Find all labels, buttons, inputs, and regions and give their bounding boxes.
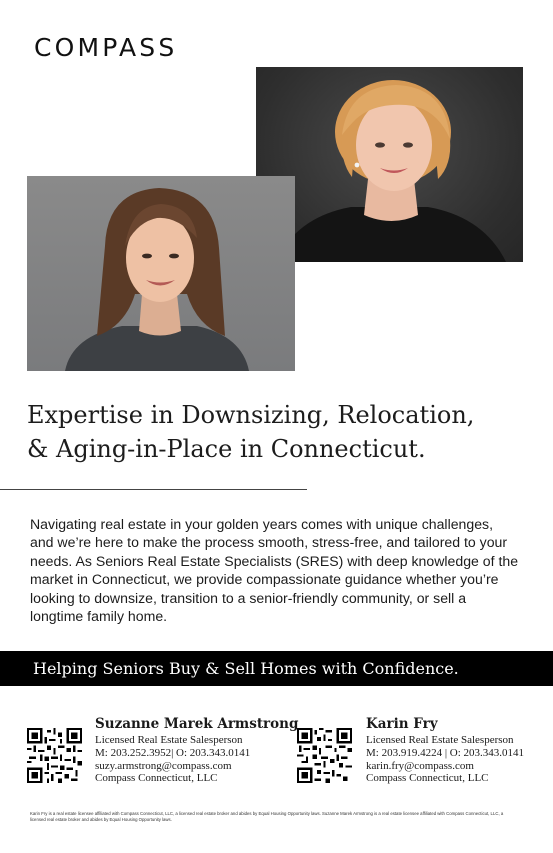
headline-line-1: Expertise in Downsizing, Relocation, bbox=[27, 401, 475, 429]
agent-phones[interactable]: M: 203.919.4224 | O: 203.343.0141 bbox=[366, 746, 525, 759]
agent-name: Karin Fry bbox=[366, 716, 438, 732]
agent-card-suzanne bbox=[95, 716, 298, 785]
section-divider bbox=[0, 489, 307, 490]
agent-phones[interactable]: M: 203.252.3952| O: 203.343.0141 bbox=[95, 746, 251, 759]
headline bbox=[27, 398, 537, 466]
agent-name: Suzanne Marek Armstrong bbox=[95, 716, 299, 732]
agent-email[interactable]: karin.fry@compass.com bbox=[366, 759, 474, 772]
agent-company: Compass Connecticut, LLC bbox=[95, 772, 218, 785]
tagline-text: Helping Seniors Buy & Sell Homes with Confidence. bbox=[33, 659, 459, 678]
headline-line-2: & Aging-in-Place in Connecticut. bbox=[27, 435, 426, 463]
qr-code-icon[interactable] bbox=[27, 728, 82, 783]
compass-logo: COMPASS bbox=[34, 33, 178, 62]
agent-email[interactable]: suzy.armstrong@compass.com bbox=[95, 759, 232, 772]
karin-fry-photo bbox=[256, 67, 523, 262]
agent-title: Licensed Real Estate Salesperson bbox=[95, 734, 243, 746]
suzanne-armstrong-photo bbox=[27, 176, 295, 371]
karin-fry-portrait-illustration bbox=[256, 67, 523, 262]
tagline-banner bbox=[0, 651, 553, 686]
qr-code-icon[interactable] bbox=[297, 728, 352, 783]
agent-title: Licensed Real Estate Salesperson bbox=[366, 734, 514, 746]
legal-disclaimer: Karin Fry is a real estate licensee affiliated with Compass Connecticut, LLC, a licensed real estate broker and abides by Equal Housing Opportunity laws. Suzanne Marek Armstrong is a real estate licensee affiliated with Compass Connecticut, LLC, a licensed real estate broker and abides by Equal Housing Opportunity laws. bbox=[30, 811, 504, 822]
intro-paragraph: Navigating real estate in your golden years comes with unique challenges, and we’re here to make the process smooth, stress-free, and tailored to your needs. As Seniors Real Estate Specialists (SRES) with deep knowledge of the market in Connecticut, we provide compassionate guidance whether you’re looking to downsize, transition to a senior-friendly community, or sell a longtime family home. bbox=[30, 516, 519, 625]
agent-card-karin bbox=[366, 716, 524, 785]
agent-company: Compass Connecticut, LLC bbox=[366, 772, 489, 785]
suzanne-armstrong-portrait-illustration bbox=[27, 176, 295, 371]
